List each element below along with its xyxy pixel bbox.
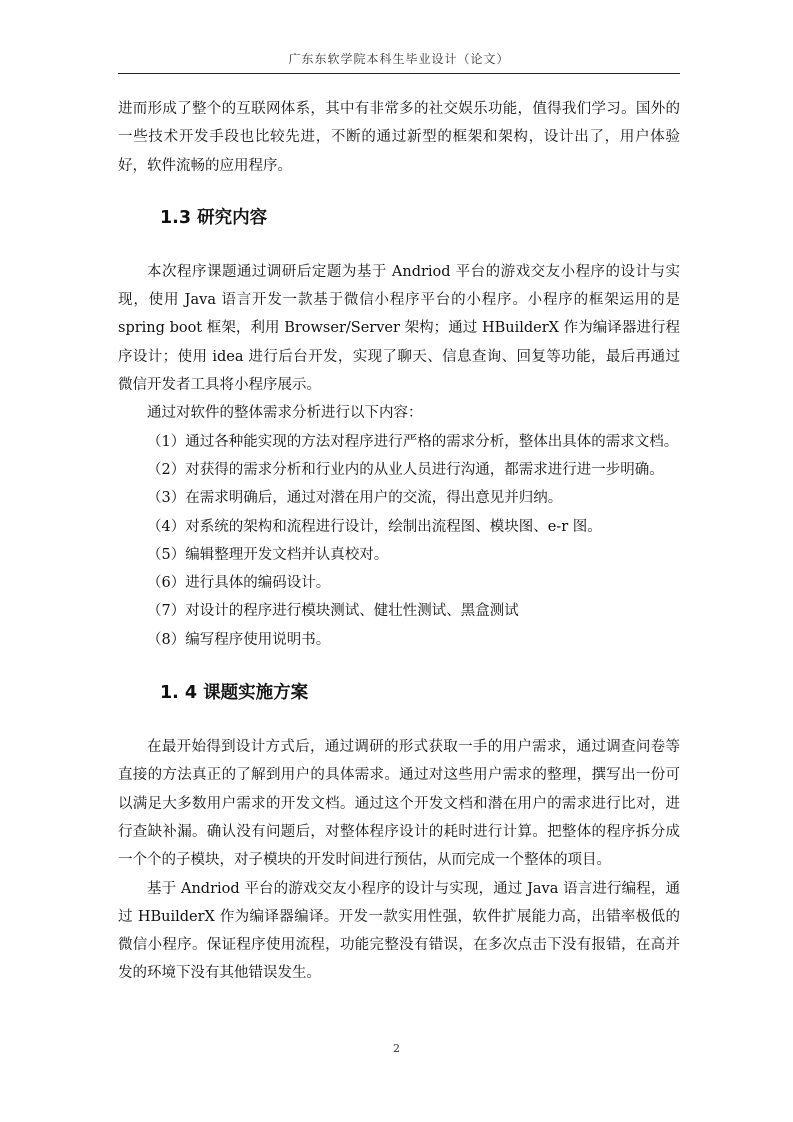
section-1-3-paragraph-2: 通过对软件的整体需求分析进行以下内容：	[147, 405, 423, 422]
list-item: （8）编写程序使用说明书。	[147, 631, 331, 648]
list-item: （5）编辑整理开发文档并认真校对。	[147, 546, 389, 563]
section-heading-1-4: 1. 4 课题实施方案	[160, 683, 309, 704]
list-item: （3）在需求明确后，通过对潜在用户的交流，得出意见并归纳。	[147, 490, 563, 507]
page-number: 2	[393, 1042, 400, 1055]
section-1-4-paragraph-2: 基于 Andriod 平台的游戏交友小程序的设计与实现，通过 Java 语言进行编程，通过 HBuilderX 作为编译器编译。开发一款实用性强，软件扩展能力高，出错率极低的微信小程序。保证程序使用流程，功能完整没有错误，在多次点击下没有报错，在高并发的环境下没有其他错误发生。	[118, 880, 680, 982]
list-item: （4）对系统的架构和流程进行设计，绘制出流程图、模块图、e-r 图。	[147, 518, 602, 535]
list-item: （6）进行具体的编码设计。	[147, 575, 331, 592]
page-content	[118, 95, 680, 988]
list-item: （2）对获得的需求分析和行业内的从业人员进行沟通，都需求进行进一步明确。	[147, 461, 664, 478]
section-1-4-paragraph-1: 在最开始得到设计方式后，通过调研的形式获取一手的用户需求，通过调查问卷等直接的方法真正的了解到用户的具体需求。通过对这些用户需求的整理，撰写出一份可以满足大多数用户需求的开发文档。通过这个开发文档和潜在用户的需求进行比对，进行查缺补漏。确认没有问题后，对整体程序设计的耗时进行计算。把整体的程序拆分成一个个的子模块，对子模块的开发时间进行预估，从而完成一个整体的项目。	[118, 739, 680, 869]
requirements-list	[118, 428, 680, 654]
list-item: （7）对设计的程序进行模块测试、健壮性测试、黑盒测试	[147, 603, 519, 620]
intro-paragraph: 进而形成了整个的互联网体系，其中有非常多的社交娱乐功能，值得我们学习。国外的一些技术开发手段也比较先进，不断的通过新型的框架和架构，设计出了，用户体验好，软件流畅的应用程序。	[118, 101, 680, 174]
header-rule	[118, 73, 680, 74]
section-heading-1-3: 1.3 研究内容	[160, 207, 268, 228]
section-1-3-paragraph-1: 本次程序课题通过调研后定题为基于 Andriod 平台的游戏交友小程序的设计与实现，使用 Java 语言开发一款基于微信小程序平台的小程序。小程序的框架运用的是 spring boot 框架，利用 Browser/Server 架构；通过 HBuilderX 作为编译器进行程序设计；使用 idea 进行后台开发，实现了聊天、信息查询、回复等功能，最后再通过微信开发者工具将小程序展示。	[118, 263, 680, 394]
page-header: 广东东软学院本科生毕业设计（论文）	[288, 52, 510, 66]
list-item: （1）通过各种能实现的方法对程序进行严格的需求分析，整体出具体的需求文档。	[147, 433, 679, 450]
